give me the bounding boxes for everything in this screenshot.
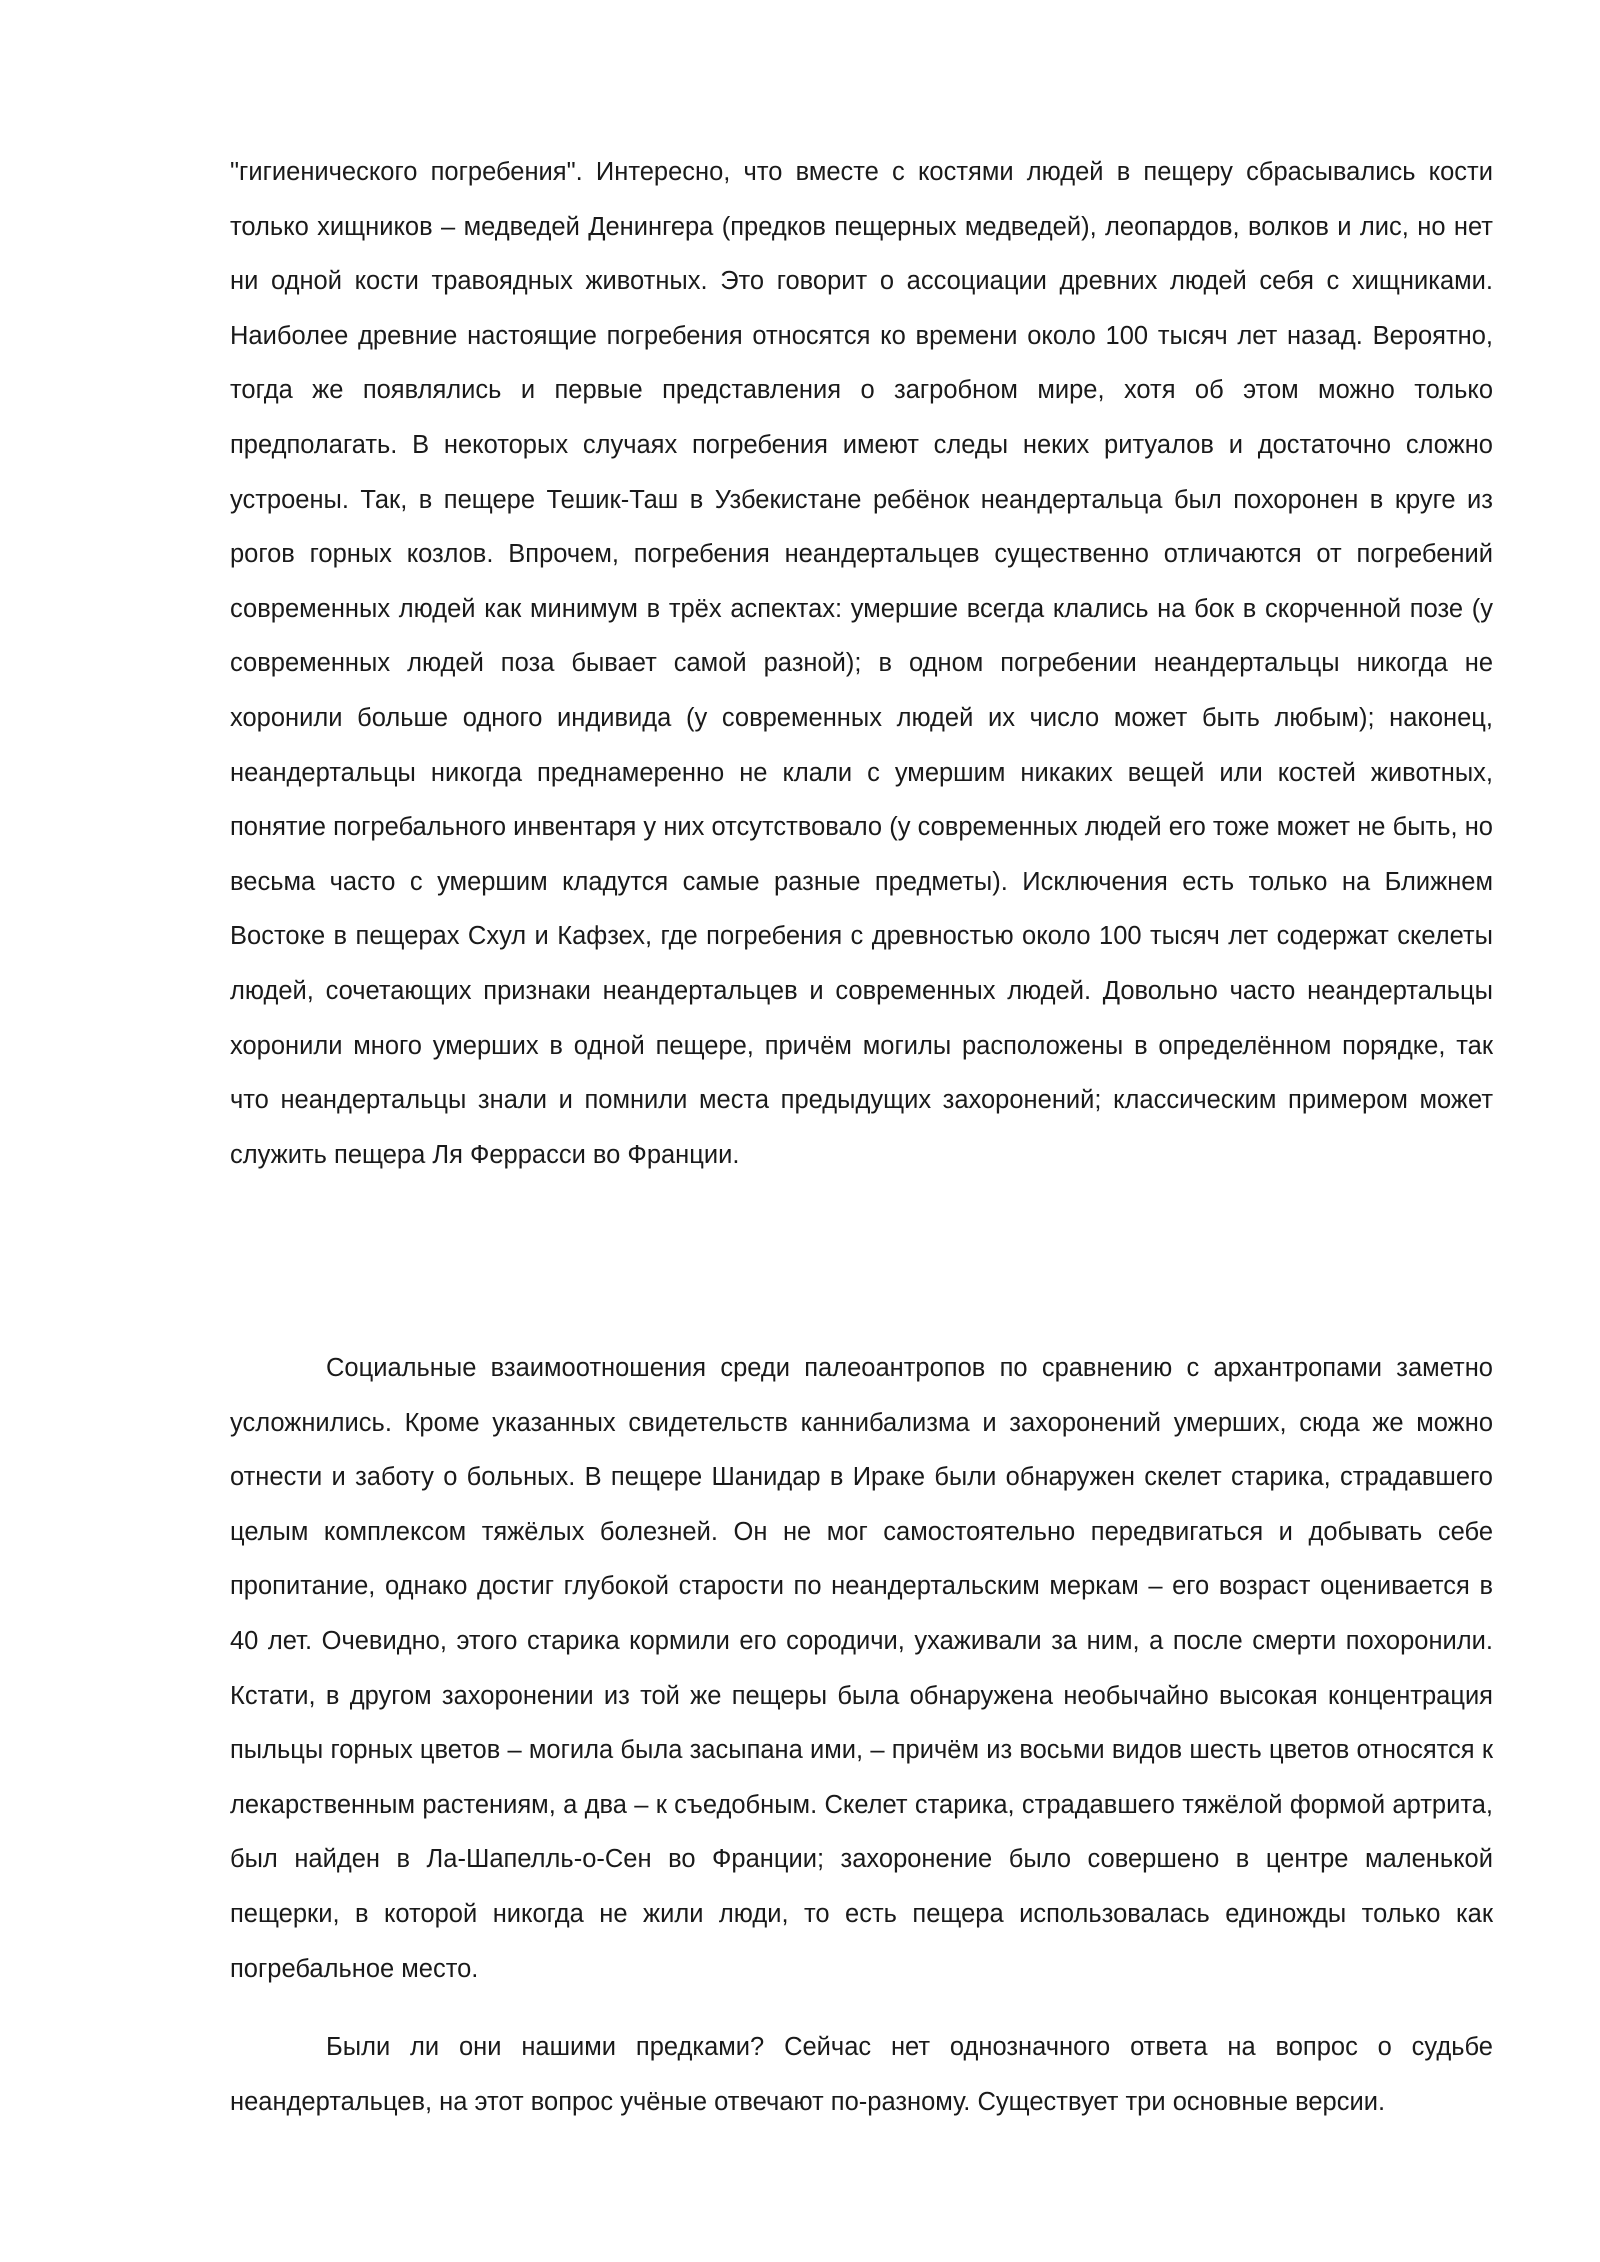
paragraph-social-relations: Социальные взаимоотношения среди палеоантропов по сравнению с архантропами заметно усложнились. Кроме указанных свидетельств каннибализма и захоронений умерших, сюда же можно отнести и заботу о больных. В пещере Шанидар в Ираке были обнаружен скелет старика, страдавшего целым комплексом тяжёлых болезней. Он не мог самостоятельно передвигаться и добывать себе пропитание, однако достиг глубокой старости по неандертальским меркам – его возраст оценивается в 40 лет. Очевидно, этого старика кормили его сородичи, ухаживали за ним, а после смерти похоронили. Кстати, в другом захоронении из той же пещеры была обнаружена необычайно высокая концентрация пыльцы горных цветов – могила была засыпана ими, – причём из восьми видов шесть цветов относятся к лекарственным растениям, а два – к съедобным. Скелет старика, страдавшего тяжёлой формой артрита, был найден в Ла-Шапелль-о-Сен во Франции; захоронение было совершено в центре маленькой пещерки, в которой никогда не жили люди, то есть пещера использовалась единожды только как погребальное место. (230, 1354, 1493, 1983)
paragraph-burials: "гигиенического погребения". Интересно, что вместе с костями людей в пещеру сбрасывались кости только хищников – медведей Денингера (предков пещерных медведей), леопардов, волков и лис, но нет ни одной кости травоядных животных. Это говорит о ассоциации древних людей себя с хищниками. Наиболее древние настоящие погребения относятся ко времени около 100 тысяч лет назад. Вероятно, тогда же появлялись и первые представления о загробном мире, хотя об этом можно только предполагать. В некоторых случаях погребения имеют следы неких ритуалов и достаточно сложно устроены. Так, в пещере Тешик-Таш в Узбекистане ребёнок неандертальца был похоронен в круге из рогов горных козлов. Впрочем, погребения неандертальцев существенно отличаются от погребений современных людей как минимум в трёх аспектах: умершие всегда клались на бок в скорченной позе (у современных людей поза бывает самой разной); в одном погребении неандертальцы никогда не хоронили больше одного индивида (у современных людей их число может быть любым); наконец, неандертальцы никогда преднамеренно не клали с умершим никаких вещей или костей животных, понятие погребального инвентаря у них отсутствовало (у современных людей его тоже может не быть, но весьма часто с умершим кладутся самые разные предметы). Исключения есть только на Ближнем Востоке в пещерах Схул и Кафзех, где погребения с древностью около 100 тысяч лет содержат скелеты людей, сочетающих признаки неандертальцев и современных людей. Довольно часто неандертальцы хоронили много умерших в одной пещере, причём могилы расположены в определённом порядке, так что неандертальцы знали и помнили места предыдущих захоронений; классическим примером может служить пещера Ля Феррасси во Франции. (230, 158, 1493, 1169)
paragraph-ancestors-question: Были ли они нашими предками? Сейчас нет однозначного ответа на вопрос о судьбе неандертальцев, на этот вопрос учёные отвечают по-разному. Существует три основные версии. (230, 2033, 1493, 2116)
